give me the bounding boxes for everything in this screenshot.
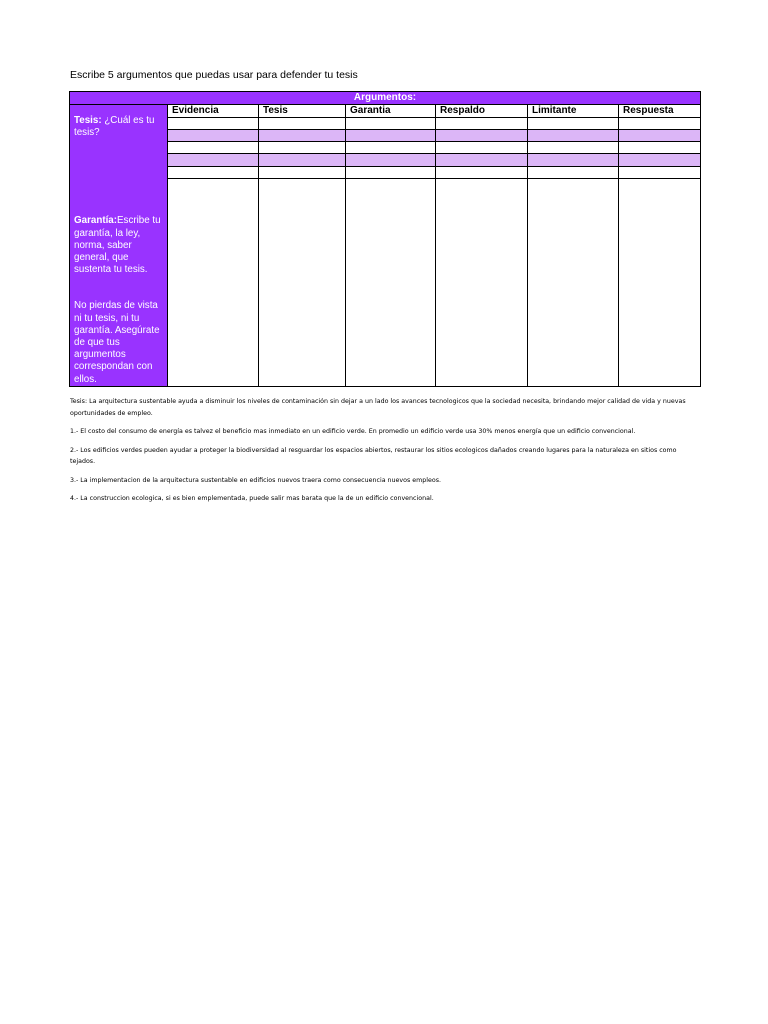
column-header-evidencia: Evidencia bbox=[168, 105, 259, 118]
garantia-text: Escribe tu garantía, la ley, norma, saber general, que sustenta tu tesis. bbox=[74, 215, 161, 276]
table-cell[interactable] bbox=[528, 154, 619, 166]
table-cell[interactable] bbox=[346, 166, 436, 178]
table-cell[interactable] bbox=[436, 130, 528, 142]
worksheet-instruction: Escribe 5 argumentos que puedas usar para defender tu tesis bbox=[70, 69, 358, 81]
table-cell[interactable] bbox=[528, 178, 619, 386]
arguments-notes bbox=[70, 396, 700, 512]
reminder-text: No pierdas de vista ni tu tesis, ni tu garantía. Asegúrate de que tus argumentos correspondan con ellos. bbox=[74, 300, 160, 385]
table-cell[interactable] bbox=[528, 142, 619, 154]
column-header-respuesta: Respuesta bbox=[619, 105, 701, 118]
column-header-garantia: Garantia bbox=[346, 105, 436, 118]
table-cell[interactable] bbox=[168, 142, 259, 154]
table-cell[interactable] bbox=[259, 142, 346, 154]
table-cell[interactable] bbox=[619, 154, 701, 166]
table-cell[interactable] bbox=[346, 142, 436, 154]
column-header-tesis: Tesis bbox=[259, 105, 346, 118]
argument-4: 4.- La construccion ecologica, si es bien emplementada, puede salir mas barata que la de un edificio convencional. bbox=[70, 495, 434, 502]
table-cell[interactable] bbox=[259, 130, 346, 142]
table-cell[interactable] bbox=[619, 166, 701, 178]
table-cell[interactable] bbox=[259, 178, 346, 386]
table-cell[interactable] bbox=[619, 118, 701, 130]
table-cell[interactable] bbox=[436, 154, 528, 166]
garantia-label: Garantía: bbox=[74, 215, 118, 227]
table-cell[interactable] bbox=[168, 178, 259, 386]
column-header-respaldo: Respaldo bbox=[436, 105, 528, 118]
table-cell[interactable] bbox=[436, 118, 528, 130]
table-cell[interactable] bbox=[528, 118, 619, 130]
table-title: Argumentos: bbox=[70, 92, 701, 105]
table-cell[interactable] bbox=[528, 166, 619, 178]
table-cell[interactable] bbox=[436, 142, 528, 154]
table-cell[interactable] bbox=[259, 166, 346, 178]
thesis-statement: Tesis: La arquitectura sustentable ayuda a disminuir los niveles de contaminación sin dejar a un lado los avances tecnologicos que la sociedad necesita, brindando mejor calidad de vida y nuevas oportunidades de empleo. bbox=[70, 398, 686, 417]
tesis-question: ¿Cuál es tu tesis? bbox=[74, 115, 155, 139]
table-cell[interactable] bbox=[528, 130, 619, 142]
tesis-label: Tesis: bbox=[74, 115, 102, 126]
table-cell[interactable] bbox=[619, 130, 701, 142]
table-cell[interactable] bbox=[346, 154, 436, 166]
table-cell[interactable] bbox=[346, 178, 436, 386]
argument-3: 3.- La implementacion de la arquitectura sustentable en edificios nuevos traera como consecuencia nuevos empleos. bbox=[70, 476, 442, 484]
side-instructions bbox=[70, 105, 168, 387]
table-cell[interactable] bbox=[619, 178, 701, 386]
arguments-table bbox=[69, 91, 701, 387]
column-header-limitante: Limitante bbox=[528, 105, 619, 118]
table-cell[interactable] bbox=[168, 118, 259, 130]
table-cell[interactable] bbox=[436, 166, 528, 178]
table-cell[interactable] bbox=[619, 142, 701, 154]
table-cell[interactable] bbox=[259, 154, 346, 166]
table-cell[interactable] bbox=[168, 154, 259, 166]
table-cell[interactable] bbox=[346, 130, 436, 142]
argument-1: 1.- El costo del consumo de energía es talvez el beneficio mas inmediato en un edificio verde. En promedio un edificio verde usa 30% menos energía que un edificio convencional. bbox=[70, 428, 636, 435]
table-cell[interactable] bbox=[436, 178, 528, 386]
table-cell[interactable] bbox=[168, 130, 259, 142]
table-cell[interactable] bbox=[346, 118, 436, 130]
table-cell[interactable] bbox=[168, 166, 259, 178]
table-cell[interactable] bbox=[259, 118, 346, 130]
argument-2: 2.- Los edificios verdes pueden ayudar a proteger la biodiversidad al resguardar los espacios abiertos, restaurar los sitios ecologicos dañados creando lugares para la naturaleza en sitios como tejados. bbox=[70, 446, 677, 465]
tesis-prompt bbox=[74, 115, 163, 139]
garantia-prompt bbox=[74, 215, 163, 276]
